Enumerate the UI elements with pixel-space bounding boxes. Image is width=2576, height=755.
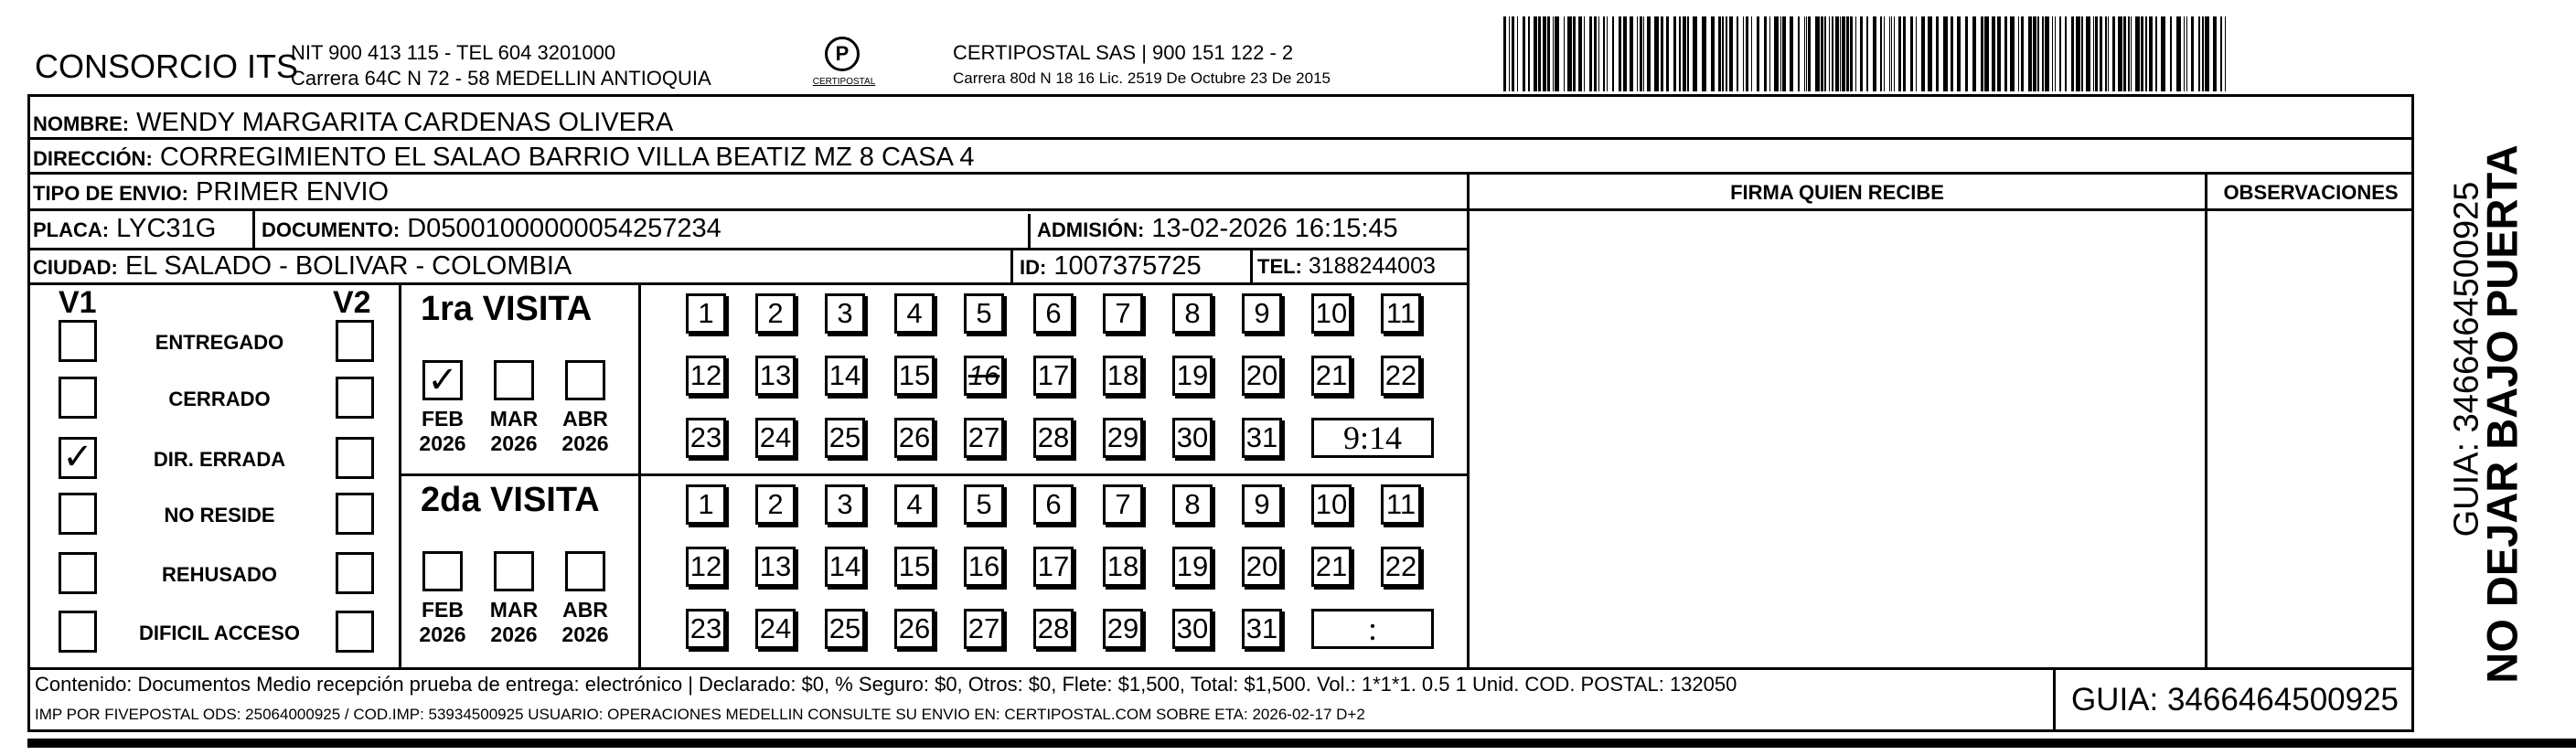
guia-number: GUIA: 3466464500925 bbox=[2053, 667, 2414, 732]
signature-field[interactable] bbox=[1470, 211, 2205, 667]
direccion-value: CORREGIMIENTO EL SALAO BARRIO VILLA BEATIZ MZ 8 CASA 4 bbox=[159, 143, 975, 172]
tipo-value: PRIMER ENVIO bbox=[195, 177, 390, 207]
v1-checkbox[interactable]: ✓ bbox=[59, 437, 97, 479]
visit-time-field[interactable]: 9:14 bbox=[1311, 418, 1434, 458]
barcode-bar bbox=[2105, 16, 2107, 91]
barcode-bar bbox=[1764, 16, 1767, 91]
id-field bbox=[1020, 249, 1202, 283]
day-box[interactable]: 6 bbox=[1033, 484, 1074, 525]
barcode-bar bbox=[1981, 16, 1983, 91]
day-box[interactable]: 11 bbox=[1381, 484, 1421, 525]
v1-header: V1 bbox=[59, 285, 97, 320]
barcode-bar bbox=[1804, 16, 1805, 91]
v2-checkbox[interactable] bbox=[336, 493, 374, 535]
barcode-bar bbox=[2065, 16, 2067, 91]
day-box[interactable]: 2 bbox=[755, 293, 796, 334]
ciudad-label: CIUDAD: bbox=[33, 256, 118, 279]
barcode-bar bbox=[1894, 16, 1895, 91]
tel-label: TEL: bbox=[1257, 255, 1302, 278]
barcode-bar bbox=[1855, 16, 1856, 91]
day-box[interactable]: 19 bbox=[1172, 547, 1213, 587]
nit-line: NIT 900 413 115 - TEL 604 3201000 bbox=[291, 41, 616, 64]
status-option-label: NO RESIDE bbox=[164, 504, 275, 526]
barcode-bar bbox=[1598, 16, 1599, 91]
month-checkbox[interactable]: ✓ bbox=[422, 360, 463, 400]
documento-label: DOCUMENTO: bbox=[262, 218, 401, 241]
barcode-bar bbox=[2118, 16, 2122, 91]
barcode-bar bbox=[2145, 16, 2147, 91]
barcode-bar bbox=[2135, 16, 2140, 91]
v2-checkbox[interactable] bbox=[336, 611, 374, 653]
barcode-bar bbox=[1547, 16, 1550, 91]
company-address: Carrera 64C N 72 - 58 MEDELLIN ANTIOQUIA bbox=[291, 67, 711, 90]
barcode-bar bbox=[2213, 16, 2217, 91]
visit-1-title: 1ra VISITA bbox=[421, 290, 593, 328]
documento-value: D05001000000054257234 bbox=[407, 214, 721, 243]
placa-label: PLACA: bbox=[33, 218, 110, 241]
status-option-label: DIFICIL ACCESO bbox=[138, 622, 300, 644]
nombre-value: WENDY MARGARITA CARDENAS OLIVERA bbox=[136, 108, 674, 137]
barcode-bar bbox=[1873, 16, 1876, 91]
logo-mark-icon: P bbox=[825, 37, 860, 71]
certipostal-address: Carrera 80d N 18 16 Lic. 2519 De Octubre 23 De 2015 bbox=[953, 69, 1331, 87]
barcode-bar bbox=[1743, 16, 1744, 91]
barcode-bar bbox=[2220, 16, 2222, 91]
month-checkbox[interactable] bbox=[422, 551, 463, 591]
day-box[interactable]: 1 bbox=[686, 484, 726, 525]
observaciones-field[interactable] bbox=[2207, 211, 2414, 667]
barcode-bar bbox=[2071, 16, 2074, 91]
firma-label: FIRMA QUIEN RECIBE bbox=[1730, 181, 1944, 204]
barcode-bar bbox=[2042, 16, 2044, 91]
barcode-bar bbox=[1584, 16, 1585, 91]
barcode-bar bbox=[1534, 16, 1537, 91]
barcode-bar bbox=[1512, 16, 1514, 91]
month-year: 2026 bbox=[419, 622, 466, 646]
day-box[interactable]: 8 bbox=[1172, 484, 1213, 525]
v2-checkbox[interactable] bbox=[336, 437, 374, 479]
tel-value: 3188244003 bbox=[1308, 253, 1436, 279]
day-box[interactable]: 28 bbox=[1033, 418, 1074, 458]
day-box[interactable]: 9 bbox=[1242, 484, 1282, 525]
month-checkbox[interactable] bbox=[565, 360, 605, 400]
barcode-bar bbox=[1992, 16, 1995, 91]
barcode-bar bbox=[2161, 16, 2165, 91]
day-box[interactable]: 17 bbox=[1033, 356, 1074, 396]
barcode-bar bbox=[2018, 16, 2019, 91]
placa-value: LYC31G bbox=[116, 214, 217, 243]
barcode-bar bbox=[1984, 16, 1989, 91]
month-label bbox=[558, 598, 613, 647]
barcode-bar bbox=[2170, 16, 2172, 91]
barcode-bar bbox=[2155, 16, 2157, 91]
barcode-bar bbox=[1687, 16, 1689, 91]
status-option-label: ENTREGADO bbox=[155, 331, 284, 354]
barcode-bar bbox=[1928, 16, 1932, 91]
barcode-bar bbox=[1846, 16, 1849, 91]
day-box[interactable]: 26 bbox=[894, 609, 935, 649]
barcode-bar bbox=[2021, 16, 2024, 91]
placa bbox=[33, 211, 216, 246]
day-box[interactable]: 8 bbox=[1172, 293, 1213, 334]
day-box[interactable]: 30 bbox=[1172, 418, 1213, 458]
barcode-bar bbox=[1722, 16, 1724, 91]
barcode-bar bbox=[1673, 16, 1676, 91]
day-box[interactable]: 29 bbox=[1103, 418, 1143, 458]
status-option-label: CERRADO bbox=[168, 388, 271, 410]
nombre-label: NOMBRE: bbox=[33, 112, 130, 135]
day-box[interactable]: 13 bbox=[755, 547, 796, 587]
month-name: MAR bbox=[489, 598, 539, 622]
id-label: ID: bbox=[1020, 256, 1047, 279]
barcode-bar bbox=[1528, 16, 1530, 91]
barcode-bar bbox=[2176, 16, 2181, 91]
day-box[interactable]: 21 bbox=[1311, 547, 1352, 587]
barcode-bar bbox=[1503, 16, 1506, 91]
barcode-bar bbox=[1729, 16, 1733, 91]
tel-field bbox=[1257, 249, 1436, 283]
month-name: ABR bbox=[562, 598, 608, 622]
barcode-bar bbox=[2112, 16, 2115, 91]
barcode-bar bbox=[1746, 16, 1748, 91]
barcode-bar bbox=[1679, 16, 1681, 91]
barcode-bar bbox=[1630, 16, 1633, 91]
barcode-bar bbox=[2081, 16, 2083, 91]
company-contact bbox=[291, 40, 711, 91]
v2-checkbox[interactable] bbox=[336, 552, 374, 594]
status-option-label: REHUSADO bbox=[162, 563, 277, 586]
day-box[interactable]: 7 bbox=[1103, 293, 1143, 334]
barcode-bar bbox=[1564, 16, 1565, 91]
day-box[interactable]: 4 bbox=[894, 484, 935, 525]
day-box[interactable]: 30 bbox=[1172, 609, 1213, 649]
barcode-bar bbox=[1840, 16, 1841, 91]
barcode-bar bbox=[1808, 16, 1811, 91]
barcode-bar bbox=[1782, 16, 1786, 91]
tipo-envio bbox=[33, 175, 389, 209]
admision-label: ADMISIÓN: bbox=[1037, 218, 1145, 241]
barcode-bar bbox=[2141, 16, 2143, 91]
content-summary: Contenido: Documentos Medio recepción prueba de entrega: electrónico | Declarado: $0, % Seguro: $0, Otros: $0, Flete: $1,500, Total: $1,500. Vol.: 1*1*1. 0.5 1 Unid. COD. POSTAL: 132050 bbox=[35, 673, 1737, 696]
barcode-bar bbox=[1850, 16, 1853, 91]
month-checkbox[interactable] bbox=[565, 551, 605, 591]
barcode-bar bbox=[1683, 16, 1686, 91]
day-box[interactable]: 18 bbox=[1103, 547, 1143, 587]
day-box[interactable]: 31 bbox=[1242, 609, 1282, 649]
day-box[interactable]: 31 bbox=[1242, 418, 1282, 458]
v2-checkbox[interactable] bbox=[336, 320, 374, 362]
barcode-bar bbox=[1661, 16, 1663, 91]
barcode-bar bbox=[1567, 16, 1572, 91]
day-box[interactable]: 26 bbox=[894, 418, 935, 458]
barcode-bar bbox=[1637, 16, 1638, 91]
barcode-bar bbox=[1726, 16, 1727, 91]
barcode-bar bbox=[1654, 16, 1659, 91]
side-guia: GUIA: 3466464500925 bbox=[2447, 181, 2486, 537]
day-box[interactable]: 6 bbox=[1033, 293, 1074, 334]
barcode-bar bbox=[1829, 16, 1830, 91]
barcode-bar bbox=[1718, 16, 1721, 91]
barcode-bar bbox=[1553, 16, 1554, 91]
day-box[interactable]: 1 bbox=[686, 293, 726, 334]
ciudad-value: EL SALADO - BOLIVAR - COLOMBIA bbox=[124, 251, 572, 281]
logo-text: CERTIPOSTAL bbox=[812, 77, 876, 87]
month-label bbox=[486, 407, 541, 456]
day-box[interactable]: 3 bbox=[825, 293, 865, 334]
barcode-bar bbox=[1921, 16, 1925, 91]
barcode-bar bbox=[1806, 16, 1807, 91]
company-name: CONSORCIO ITS bbox=[35, 48, 299, 85]
day-box[interactable]: 15 bbox=[894, 547, 935, 587]
barcode-bar bbox=[1951, 16, 1953, 91]
barcode-bar bbox=[2086, 16, 2090, 91]
tipo-label: TIPO DE ENVIO: bbox=[33, 182, 188, 205]
barcode-bar bbox=[2202, 16, 2204, 91]
barcode-bar bbox=[2149, 16, 2153, 91]
day-box[interactable]: 12 bbox=[686, 356, 726, 396]
barcode-bar bbox=[1860, 16, 1863, 91]
day-box[interactable]: 7 bbox=[1103, 484, 1143, 525]
barcode-bar bbox=[2205, 16, 2209, 91]
month-name: FEB bbox=[422, 407, 464, 431]
certipostal-line: CERTIPOSTAL SAS | 900 151 122 - 2 bbox=[953, 41, 1294, 64]
print-info: IMP POR FIVEPOSTAL ODS: 25064000925 / COD.IMP: 53934500925 USUARIO: OPERACIONES MEDELLIN CONSULTE SU ENVIO EN: CERTIPOSTAL.COM SOBRE ETA: 2026-02-17 D+2 bbox=[35, 706, 1365, 723]
day-box[interactable]: 12 bbox=[686, 547, 726, 587]
day-box[interactable]: 5 bbox=[964, 293, 1004, 334]
barcode-bar bbox=[1821, 16, 1823, 91]
barcode-bar bbox=[1640, 16, 1642, 91]
month-name: MAR bbox=[489, 407, 539, 431]
direccion-label: DIRECCIÓN: bbox=[33, 147, 153, 170]
day-box[interactable]: 16 bbox=[964, 356, 1004, 396]
day-box[interactable]: 18 bbox=[1103, 356, 1143, 396]
admision bbox=[1037, 211, 1398, 246]
observaciones-label: OBSERVACIONES bbox=[2223, 181, 2399, 204]
day-box[interactable]: 15 bbox=[894, 356, 935, 396]
barcode-bar bbox=[1842, 16, 1845, 91]
day-box[interactable]: 22 bbox=[1381, 547, 1421, 587]
barcode-bar bbox=[1815, 16, 1820, 91]
barcode-bar bbox=[2010, 16, 2015, 91]
row-direccion bbox=[27, 140, 2414, 175]
barcode-bar bbox=[2055, 16, 2056, 91]
barcode-bar bbox=[1612, 16, 1614, 91]
barcode-bar bbox=[1751, 16, 1752, 91]
barcode-bar bbox=[1543, 16, 1546, 91]
barcode-bar bbox=[1936, 16, 1939, 91]
day-box[interactable]: 16 bbox=[964, 547, 1004, 587]
month-label bbox=[558, 407, 613, 456]
barcode bbox=[1502, 16, 2233, 91]
day-box[interactable]: 28 bbox=[1033, 609, 1074, 649]
certipostal-info bbox=[953, 40, 1331, 91]
barcode-bar bbox=[2198, 16, 2200, 91]
barcode-bar bbox=[1957, 16, 1961, 91]
month-year: 2026 bbox=[561, 622, 609, 646]
barcode-bar bbox=[1573, 16, 1576, 91]
day-box[interactable]: 11 bbox=[1381, 293, 1421, 334]
day-box[interactable]: 10 bbox=[1311, 484, 1352, 525]
day-box[interactable]: 23 bbox=[686, 609, 726, 649]
month-checkbox[interactable] bbox=[494, 551, 534, 591]
barcode-bar bbox=[1666, 16, 1669, 91]
barcode-bar bbox=[1774, 16, 1779, 91]
barcode-bar bbox=[2076, 16, 2080, 91]
barcode-bar bbox=[2128, 16, 2130, 91]
ciudad bbox=[33, 249, 572, 283]
barcode-bar bbox=[1943, 16, 1948, 91]
admision-value: 13-02-2026 16:15:45 bbox=[1151, 214, 1398, 243]
month-year: 2026 bbox=[490, 622, 538, 646]
day-box[interactable]: 20 bbox=[1242, 547, 1282, 587]
barcode-bar bbox=[1972, 16, 1976, 91]
barcode-bar bbox=[1594, 16, 1597, 91]
day-box[interactable]: 5 bbox=[964, 484, 1004, 525]
day-box[interactable]: 14 bbox=[825, 547, 865, 587]
barcode-bar bbox=[1623, 16, 1627, 91]
barcode-bar bbox=[1910, 16, 1913, 91]
barcode-bar bbox=[1589, 16, 1592, 91]
v2-header: V2 bbox=[333, 285, 371, 320]
barcode-bar bbox=[1997, 16, 2001, 91]
day-box[interactable]: 29 bbox=[1103, 609, 1143, 649]
month-checkbox[interactable] bbox=[494, 360, 534, 400]
barcode-bar bbox=[2045, 16, 2049, 91]
barcode-bar bbox=[2123, 16, 2126, 91]
barcode-bar bbox=[2184, 16, 2185, 91]
barcode-bar bbox=[2037, 16, 2039, 91]
day-box[interactable]: 10 bbox=[1311, 293, 1352, 334]
day-box[interactable]: 3 bbox=[825, 484, 865, 525]
day-box[interactable]: 20 bbox=[1242, 356, 1282, 396]
day-box[interactable]: 4 bbox=[894, 293, 935, 334]
v2-checkbox[interactable] bbox=[336, 377, 374, 419]
barcode-bar bbox=[1880, 16, 1882, 91]
barcode-bar bbox=[1757, 16, 1759, 91]
barcode-bar bbox=[1790, 16, 1793, 91]
barcode-bar bbox=[2028, 16, 2032, 91]
day-box[interactable]: 24 bbox=[755, 609, 796, 649]
barcode-bar bbox=[1737, 16, 1738, 91]
barcode-bar bbox=[1889, 16, 1890, 91]
barcode-bar bbox=[1647, 16, 1651, 91]
day-box[interactable]: 21 bbox=[1311, 356, 1352, 396]
barcode-bar bbox=[2059, 16, 2061, 91]
barcode-bar bbox=[1702, 16, 1706, 91]
barcode-bar bbox=[1523, 16, 1525, 91]
day-box[interactable]: 13 bbox=[755, 356, 796, 396]
barcode-bar bbox=[1916, 16, 1917, 91]
barcode-bar bbox=[2093, 16, 2094, 91]
barcode-bar bbox=[1780, 16, 1781, 91]
status-option-label: DIR. ERRADA bbox=[153, 448, 286, 471]
barcode-bar bbox=[1866, 16, 1868, 91]
visit-time-field[interactable]: : bbox=[1311, 609, 1434, 649]
barcode-bar bbox=[2052, 16, 2053, 91]
certipostal-logo bbox=[812, 37, 876, 93]
barcode-bar bbox=[1603, 16, 1605, 91]
day-box[interactable]: 22 bbox=[1381, 356, 1421, 396]
barcode-bar bbox=[1693, 16, 1697, 91]
visit-2-title: 2da VISITA bbox=[421, 481, 600, 519]
barcode-bar bbox=[1607, 16, 1608, 91]
barcode-bar bbox=[1711, 16, 1715, 91]
barcode-bar bbox=[1517, 16, 1518, 91]
barcode-bar bbox=[1903, 16, 1906, 91]
barcode-bar bbox=[1832, 16, 1833, 91]
barcode-bar bbox=[1643, 16, 1644, 91]
barcode-bar bbox=[1555, 16, 1559, 91]
barcode-bar bbox=[1891, 16, 1892, 91]
barcode-bar bbox=[1509, 16, 1510, 91]
month-label bbox=[415, 407, 470, 456]
day-box[interactable]: 9 bbox=[1242, 293, 1282, 334]
barcode-bar bbox=[1824, 16, 1826, 91]
barcode-bar bbox=[1578, 16, 1582, 91]
barcode-bar bbox=[1965, 16, 1968, 91]
barcode-bar bbox=[2033, 16, 2036, 91]
barcode-bar bbox=[1898, 16, 1901, 91]
barcode-bar bbox=[1538, 16, 1541, 91]
barcode-bar bbox=[2004, 16, 2007, 91]
day-box[interactable]: 19 bbox=[1172, 356, 1213, 396]
day-box[interactable]: 23 bbox=[686, 418, 726, 458]
day-box[interactable]: 25 bbox=[825, 418, 865, 458]
day-box[interactable]: 25 bbox=[825, 609, 865, 649]
month-name: FEB bbox=[422, 598, 464, 622]
day-box[interactable]: 17 bbox=[1033, 547, 1074, 587]
barcode-bar bbox=[2186, 16, 2187, 91]
barcode-bar bbox=[2225, 16, 2226, 91]
month-label bbox=[486, 598, 541, 647]
month-year: 2026 bbox=[490, 431, 538, 455]
bottom-border bbox=[27, 739, 2576, 748]
month-year: 2026 bbox=[419, 431, 466, 455]
day-box[interactable]: 24 bbox=[755, 418, 796, 458]
barcode-bar bbox=[2095, 16, 2098, 91]
barcode-bar bbox=[2108, 16, 2109, 91]
barcode-bar bbox=[1769, 16, 1770, 91]
row-nombre bbox=[27, 105, 2414, 140]
day-box[interactable]: 2 bbox=[755, 484, 796, 525]
barcode-bar bbox=[2100, 16, 2102, 91]
month-year: 2026 bbox=[561, 431, 609, 455]
day-box[interactable]: 14 bbox=[825, 356, 865, 396]
barcode-bar bbox=[1835, 16, 1839, 91]
day-box[interactable]: 27 bbox=[964, 418, 1004, 458]
side-warning: NO DEJAR BAJO PUERTA bbox=[2477, 144, 2527, 684]
id-value: 1007375725 bbox=[1053, 251, 1202, 281]
barcode-bar bbox=[1798, 16, 1800, 91]
barcode-bar bbox=[1884, 16, 1885, 91]
barcode-bar bbox=[2191, 16, 2194, 91]
barcode-bar bbox=[2131, 16, 2132, 91]
barcode-bar bbox=[1619, 16, 1621, 91]
month-name: ABR bbox=[562, 407, 608, 431]
month-label bbox=[415, 598, 470, 647]
documento bbox=[262, 211, 721, 246]
day-box[interactable]: 27 bbox=[964, 609, 1004, 649]
